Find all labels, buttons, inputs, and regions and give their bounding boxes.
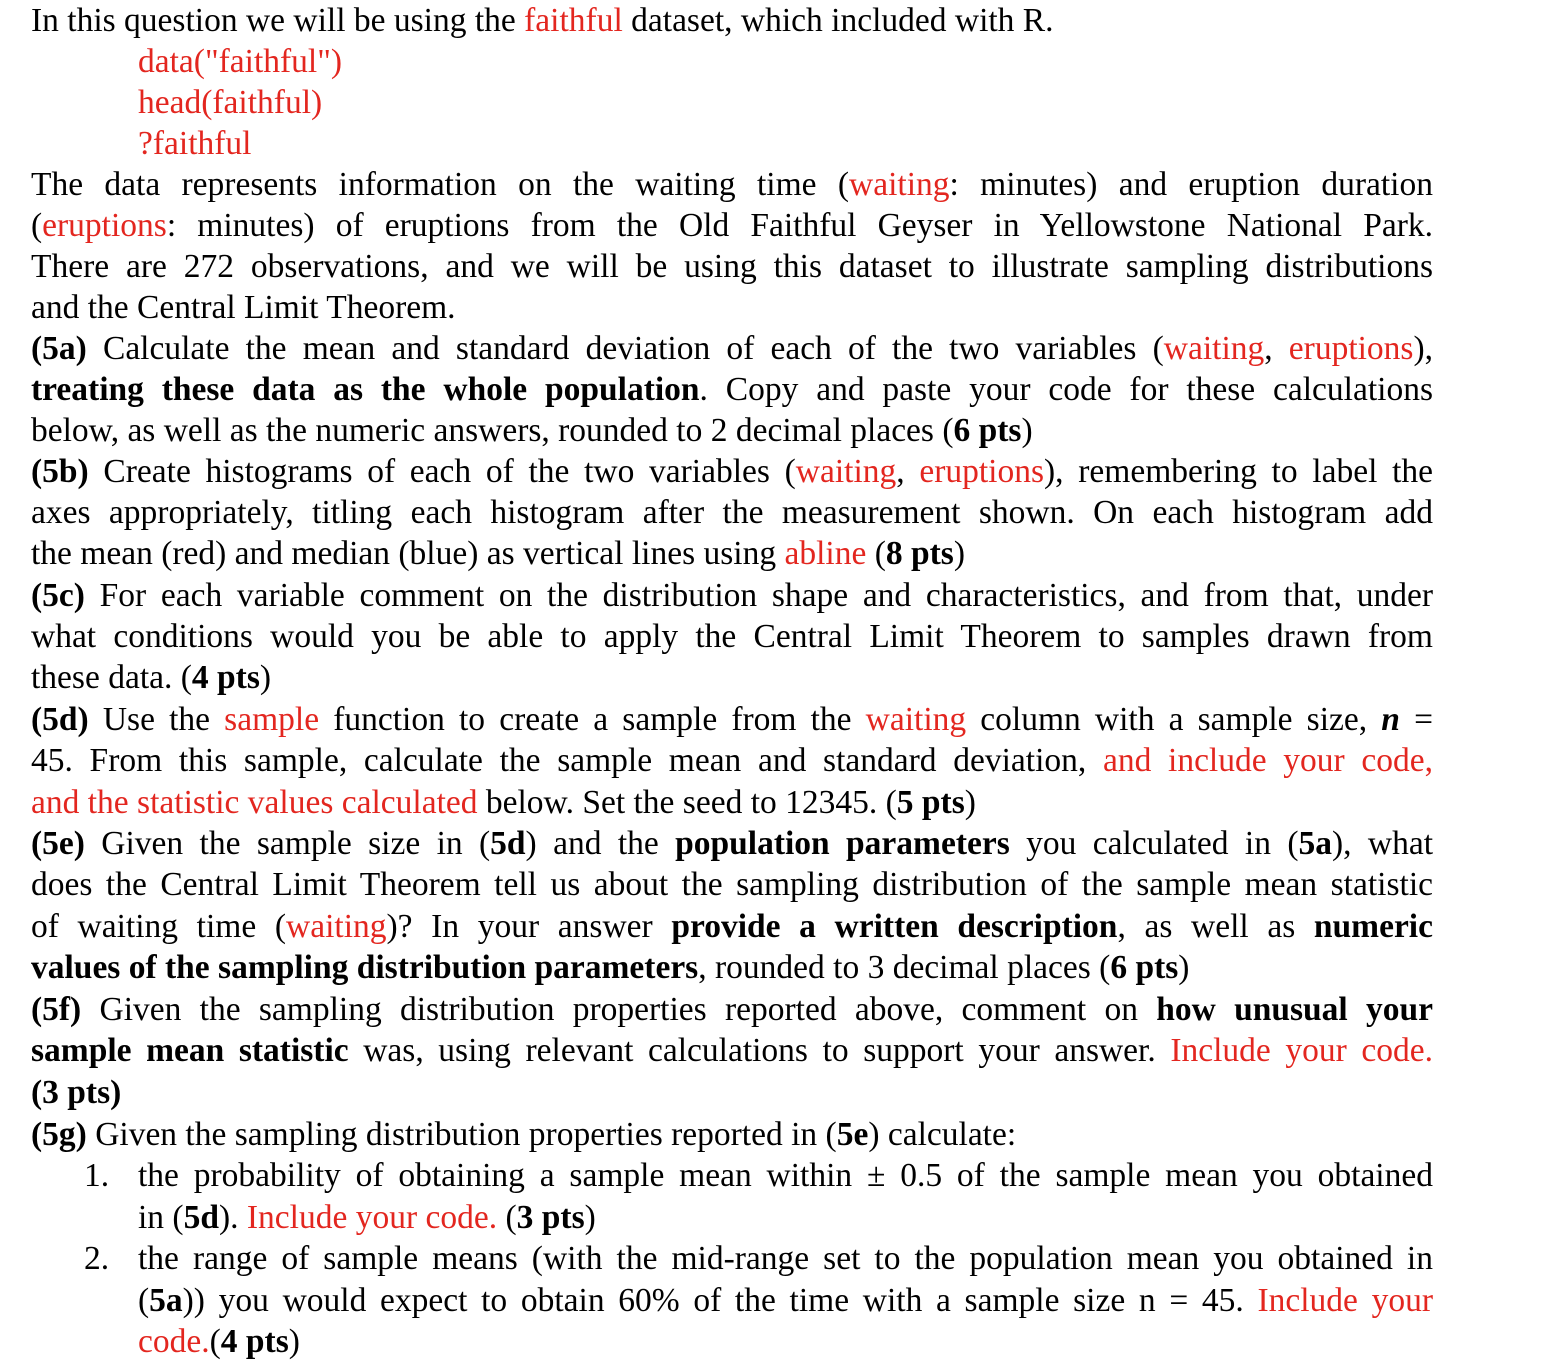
q5d-text: 45. From this sample, calculate the sample mean and standard deviation, bbox=[31, 742, 1103, 779]
q5g-instruction: Include your bbox=[1257, 1282, 1433, 1319]
list-number: 1. bbox=[84, 1157, 110, 1194]
q5g-item-text: ) bbox=[584, 1199, 596, 1236]
q5f-text: Given the sampling distribution properties reported above, comment on bbox=[81, 991, 1157, 1028]
q5f-text: was, using relevant calculations to support your answer. bbox=[348, 1032, 1171, 1069]
q5g-item-1-line-1 bbox=[84, 1155, 1433, 1196]
q5g-line-1 bbox=[31, 1114, 1433, 1155]
q5g-text: ) calculate: bbox=[868, 1116, 1017, 1153]
q5e-text: ) and the bbox=[525, 825, 676, 862]
q5c-points: 4 pts bbox=[191, 659, 260, 696]
q5g-item-text: ( bbox=[138, 1282, 150, 1319]
var-waiting: waiting bbox=[286, 908, 387, 945]
q5e-line-1 bbox=[31, 823, 1433, 864]
var-waiting: waiting bbox=[865, 701, 967, 738]
q5a-line-1 bbox=[31, 328, 1433, 369]
q5g-item-2-line-3 bbox=[138, 1321, 1433, 1362]
q5g-ref: 5a bbox=[149, 1282, 183, 1319]
q5g-item-text: ( bbox=[209, 1323, 221, 1360]
q5e-emphasis: provide a written description bbox=[671, 908, 1118, 945]
q5g-ref: 5e bbox=[836, 1116, 869, 1153]
var-eruptions: eruptions bbox=[1288, 330, 1414, 367]
q5g-label: (5g) bbox=[31, 1116, 87, 1153]
q5e-text: ), what bbox=[1331, 825, 1433, 862]
q5a-text: , bbox=[1264, 330, 1289, 367]
q5a-emphasis: treating these data as the whole population bbox=[31, 371, 700, 408]
q5g-item-text: in ( bbox=[138, 1199, 184, 1236]
q5b-text: ), remembering to label the bbox=[1044, 453, 1433, 490]
q5e-emphasis: numeric bbox=[1313, 908, 1433, 945]
q5d-line-2 bbox=[31, 740, 1433, 781]
func-abline: abline bbox=[784, 535, 867, 572]
intro-line bbox=[31, 0, 1433, 41]
q5b-label: (5b) bbox=[31, 453, 89, 490]
q5a-text: Calculate the mean and standard deviation of each of the two variables ( bbox=[86, 330, 1164, 367]
q5d-label: (5d) bbox=[31, 701, 89, 738]
q5e-text: of waiting time ( bbox=[31, 908, 287, 945]
sample-size-symbol: n bbox=[1381, 701, 1400, 738]
q5b-line-1 bbox=[31, 451, 1433, 492]
q5d-text: function to create a sample from the bbox=[319, 701, 866, 738]
desc-line-3: There are 272 observations, and we will be using this dataset to illustrate sampling distributions bbox=[31, 248, 1433, 285]
q5g-instruction: code. bbox=[138, 1323, 210, 1360]
q5d-text: = bbox=[1399, 701, 1433, 738]
intro-text-end: dataset, which included with R. bbox=[622, 2, 1054, 39]
q5g-item-text: )) you would expect to obtain 60% of the time with a sample size n = 45. bbox=[182, 1282, 1258, 1319]
q5d-text: column with a sample size, bbox=[966, 701, 1382, 738]
q5a-text: ), bbox=[1413, 330, 1433, 367]
q5e-line-4 bbox=[31, 947, 1433, 988]
var-waiting: waiting bbox=[849, 166, 950, 203]
q5f-label: (5f) bbox=[31, 991, 82, 1028]
desc-line-4: and the Central Limit Theorem. bbox=[31, 289, 456, 326]
q5g-item-1-line-2 bbox=[138, 1197, 1433, 1238]
q5b-text: ) bbox=[953, 535, 965, 572]
q5f-line-2 bbox=[31, 1030, 1433, 1071]
q5f-emphasis: how unusual your bbox=[1156, 991, 1433, 1028]
q5f-emphasis: sample mean statistic bbox=[31, 1032, 349, 1069]
q5f-line-3 bbox=[31, 1072, 1433, 1113]
q5g-item-text: the probability of obtaining a sample mean within ± 0.5 of the sample mean you obtained bbox=[138, 1157, 1433, 1194]
q5e-text: Given the sample size in ( bbox=[84, 825, 491, 862]
q5e-text: , rounded to 3 decimal places ( bbox=[698, 949, 1111, 986]
q5g-item-text: ). bbox=[218, 1199, 247, 1236]
q5b-text: Create histograms of each of the two variables ( bbox=[88, 453, 796, 490]
q5e-line-2: does the Central Limit Theorem tell us about the sampling distribution of the sample mean statistic bbox=[31, 866, 1433, 903]
q5e-text: )? In your answer bbox=[386, 908, 672, 945]
q5f-instruction: Include your code. bbox=[1170, 1032, 1433, 1069]
q5b-line-2: axes appropriately, titling each histogram after the measurement shown. On each histogram add bbox=[31, 494, 1433, 531]
q5g-ref: 5d bbox=[183, 1199, 219, 1236]
q5b-text: ( bbox=[866, 535, 886, 572]
q5a-text: below, as well as the numeric answers, rounded to 2 decimal places ( bbox=[31, 412, 954, 449]
q5e-text: you calculated in ( bbox=[1009, 825, 1299, 862]
q5c-text: ) bbox=[259, 659, 272, 696]
desc-line-1 bbox=[31, 164, 1433, 205]
q5c-text: these data. ( bbox=[31, 659, 192, 696]
q5g-item-text: ) bbox=[288, 1323, 300, 1360]
q5b-line-3 bbox=[31, 533, 1433, 574]
q5d-text: Use the bbox=[88, 701, 225, 738]
q5a-text: ) bbox=[1021, 412, 1033, 449]
q5b-text: the mean (red) and median (blue) as vertical lines using bbox=[31, 535, 785, 572]
q5g-item-2-line-1 bbox=[84, 1238, 1433, 1279]
var-eruptions: eruptions bbox=[919, 453, 1045, 490]
q5e-ref: 5a bbox=[1298, 825, 1332, 862]
q5e-ref: 5d bbox=[490, 825, 526, 862]
q5g-item-2-line-2 bbox=[138, 1280, 1433, 1321]
var-eruptions: eruptions bbox=[42, 207, 167, 244]
q5a-line-3 bbox=[31, 410, 1433, 451]
q5g-points: 4 pts bbox=[220, 1323, 289, 1360]
q5e-points: 6 pts bbox=[1110, 949, 1179, 986]
var-waiting: waiting bbox=[795, 453, 897, 490]
q5d-points: 5 pts bbox=[896, 784, 965, 821]
q5a-text: . Copy and paste your code for these calculations bbox=[699, 371, 1433, 408]
desc-text: The data represents information on the waiting time ( bbox=[31, 166, 850, 203]
q5e-text: , as well as bbox=[1117, 908, 1314, 945]
intro-text: In this question we will be using the bbox=[31, 2, 525, 39]
list-number: 2. bbox=[84, 1240, 110, 1277]
func-sample: sample bbox=[224, 701, 320, 738]
q5e-label: (5e) bbox=[31, 825, 85, 862]
q5e-text: ) bbox=[1178, 949, 1190, 986]
q5c-line-1 bbox=[31, 575, 1433, 616]
q5e-emphasis: population parameters bbox=[675, 825, 1010, 862]
q5c-label: (5c) bbox=[31, 577, 85, 614]
q5b-text: , bbox=[896, 453, 920, 490]
q5b-points: 8 pts bbox=[885, 535, 954, 572]
q5e-emphasis: values of the sampling distribution parameters bbox=[31, 949, 699, 986]
q5d-line-1 bbox=[31, 699, 1433, 740]
code-line-2: head(faithful) bbox=[138, 84, 323, 121]
q5c-line-2: what conditions would you be able to apply the Central Limit Theorem to samples drawn from bbox=[31, 618, 1433, 655]
desc-text: ( bbox=[31, 207, 43, 244]
q5d-text: below. Set the seed to 12345. ( bbox=[477, 784, 897, 821]
q5e-line-3 bbox=[31, 906, 1433, 947]
desc-text: : minutes) of eruptions from the Old Faithful Geyser in Yellowstone National Park. bbox=[166, 207, 1433, 244]
q5d-text: ) bbox=[964, 784, 976, 821]
var-waiting: waiting bbox=[1163, 330, 1265, 367]
q5a-label: (5a) bbox=[31, 330, 87, 367]
q5g-item-text: ( bbox=[497, 1199, 517, 1236]
q5g-text: Given the sampling distribution properties reported in ( bbox=[86, 1116, 837, 1153]
q5c-text: For each variable comment on the distribution shape and characteristics, and from that, under bbox=[84, 577, 1433, 614]
q5g-item-text: the range of sample means (with the mid-range set to the population mean you obtained in bbox=[138, 1240, 1433, 1277]
desc-text: : minutes) and eruption duration bbox=[949, 166, 1433, 203]
dataset-name: faithful bbox=[524, 2, 623, 39]
q5f-points: (3 pts) bbox=[31, 1074, 122, 1111]
q5d-instruction: and include your code, bbox=[1102, 742, 1433, 779]
q5d-line-3 bbox=[31, 782, 1433, 823]
code-line-1: data("faithful") bbox=[138, 43, 343, 80]
q5g-points: 3 pts bbox=[516, 1199, 585, 1236]
q5a-points: 6 pts bbox=[953, 412, 1022, 449]
q5a-line-2 bbox=[31, 369, 1433, 410]
q5d-instruction: and the statistic values calculated bbox=[31, 784, 478, 821]
desc-line-2 bbox=[31, 205, 1433, 246]
q5f-line-1 bbox=[31, 989, 1433, 1030]
q5c-line-3 bbox=[31, 657, 1433, 698]
code-line-3: ?faithful bbox=[138, 125, 252, 162]
q5g-instruction: Include your code. bbox=[246, 1199, 498, 1236]
